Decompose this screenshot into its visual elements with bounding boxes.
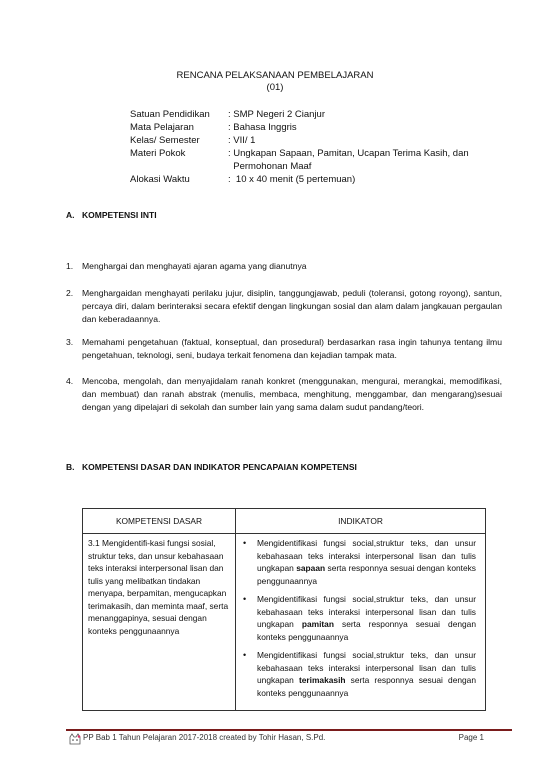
bullet-icon: •: [243, 538, 247, 548]
indicator-text-part: serta responnya sesuai dengan konteks penggunaannya: [257, 619, 476, 642]
meta-value: : Bahasa Inggris: [228, 122, 297, 133]
indicator-item: [243, 537, 476, 587]
indicator-cell: [236, 534, 486, 711]
list-text: Memahami pengetahuan (faktual, konseptual, dan prosedural) berdasarkan rasa ingin tahunya tentang ilmu pengetahuan, teknologi, seni, budaya terkait fenomena dan kejadian tampak mata.: [82, 337, 502, 360]
kd-text: 3.1 Mengidentifi-kasi fungsi sosial, struktur teks, dan unsur kebahasaan teks interaksi interpersonal lisan dan tulis yang melibatkan tindakan menyapa, berpamitan, mengucapkan terimakasih, dan meminta maaf, serta menanggapinya, sesuai dengan konteks penggunaannya: [88, 538, 229, 636]
indicator-item: [243, 593, 476, 643]
indicator-text: [257, 537, 476, 587]
list-text: Menghargai dan menghayati ajaran agama yang dianutnya: [82, 261, 307, 271]
meta-row: [130, 160, 518, 173]
list-item: [66, 287, 502, 326]
meta-row: [130, 134, 518, 147]
indicator-item: [243, 649, 476, 699]
list-number: 4.: [66, 376, 74, 386]
meta-row: [130, 147, 518, 160]
table-header-kd: KOMPETENSI DASAR: [83, 509, 236, 534]
document-title: RENCANA PELAKSANAAN PEMBELAJARAN: [176, 70, 374, 81]
indicator-text: [257, 649, 476, 699]
list-item: [66, 336, 502, 362]
indicator-text: [257, 593, 476, 643]
list-number: 2.: [66, 288, 74, 298]
list-item: [66, 375, 502, 414]
meta-row: [130, 121, 518, 134]
list-text: Mencoba, mengolah, dan menyajidalam ranah konkret (menggunakan, mengurai, merangkai, memodifikasi, dan membuat) dan ranah abstrak (menulis, membaca, menghitung, menggambar, dan mengarang)sesuai dengan yang dipelajari di sekolah dan sumber lain yang sama dalam sudut pandang/teori.: [82, 376, 502, 412]
meta-row: [130, 173, 518, 186]
meta-label: Mata Pelajaran: [130, 122, 194, 133]
page-footer: [66, 733, 484, 742]
meta-row: [130, 108, 518, 121]
table-header-indicator: INDIKATOR: [236, 509, 486, 534]
list-number: 3.: [66, 337, 74, 347]
indicator-text-part: Mengidentifikasi fungsi social,struktur teks, dan unsur kebahasaan teks interaksi interpersonal lisan dan tulis ungkapan: [257, 650, 476, 685]
indicator-keyword: terimakasih: [298, 675, 346, 685]
meta-label: [130, 160, 228, 173]
section-heading-a: [66, 210, 157, 220]
footer-text: PP Bab 1 Tahun Pelajaran 2017-2018 created by Tohir Hasan, S.Pd.: [83, 733, 326, 742]
indicator-keyword: sapaan: [296, 563, 326, 573]
indicator-list: [237, 535, 484, 709]
meta-value: : Ungkapan Sapaan, Pamitan, Ucapan Terima Kasih, dan: [228, 148, 469, 159]
table-header-row: [83, 509, 486, 534]
bullet-icon: •: [243, 594, 247, 604]
footer-rule: [66, 729, 512, 731]
section-letter: A.: [66, 210, 75, 220]
meta-value: : SMP Negeri 2 Cianjur: [228, 109, 325, 120]
section-title: KOMPETENSI DASAR DAN INDIKATOR PENCAPAIAN KOMPETENSI: [82, 462, 357, 472]
meta-value: Permohonan Maaf: [228, 161, 312, 172]
list-number: 1.: [66, 261, 74, 271]
competency-table: [82, 508, 486, 711]
document-number: (01): [266, 82, 284, 93]
section-heading-b: [66, 462, 357, 472]
meta-value: : 10 x 40 menit (5 pertemuan): [228, 174, 356, 185]
meta-label: Materi Pokok: [130, 148, 186, 159]
meta-label: Kelas/ Semester: [130, 135, 200, 146]
meta-label: Alokasi Waktu: [130, 174, 190, 185]
page-number: Page 1: [458, 733, 484, 742]
meta-value: : VII/ 1: [228, 135, 256, 146]
kd-cell: [83, 534, 236, 711]
indicator-text-part: Mengidentifikasi fungsi social,struktur teks, dan unsur kebahasaan teks interaksi interpersonal lisan dan tulis ungkapan: [257, 538, 476, 573]
indicator-text-part: Mengidentifikasi fungsi social,struktur teks, dan unsur kebahasaan teks interaksi interpersonal lisan dan tulis ungkapan: [257, 594, 476, 629]
list-item: [66, 260, 502, 273]
table-row: [83, 534, 486, 711]
bullet-icon: •: [243, 650, 247, 660]
list-text: Menghargaidan menghayati perilaku jujur, disiplin, tanggungjawab, peduli (toleransi, gotong royong), santun, percaya diri, dalam berinteraksi secara efektif dengan lingkungan sosial dan alam dalam jangkauan pergaulan dan keberadaannya.: [82, 288, 502, 324]
meta-label: Satuan Pendidikan: [130, 109, 210, 120]
section-title: KOMPETENSI INTI: [82, 210, 157, 220]
indicator-text-part: serta responnya sesuai dengan konteks penggunaannya: [257, 563, 476, 586]
indicator-text-part: serta responnya sesuai dengan konteks penggunaannya: [257, 675, 476, 698]
indicator-keyword: pamitan: [301, 619, 334, 629]
section-letter: B.: [66, 462, 75, 472]
identity-block: [130, 108, 518, 186]
